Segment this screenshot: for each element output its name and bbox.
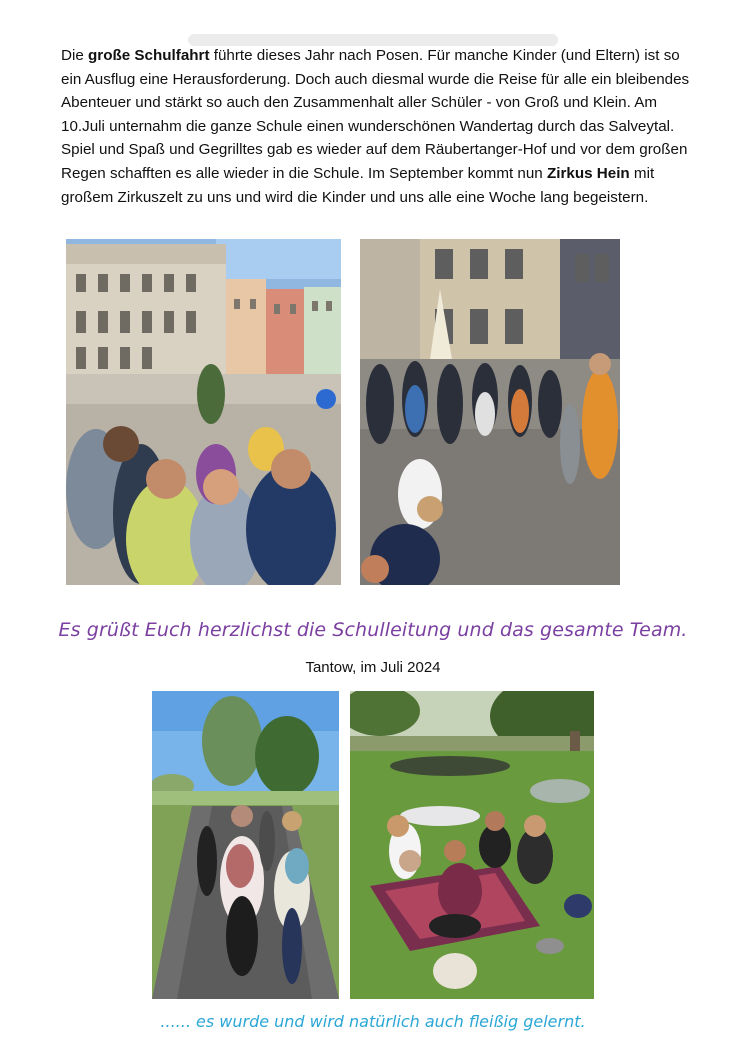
place-date: Tantow, im Juli 2024 bbox=[305, 659, 441, 676]
photo-group-with-guide bbox=[360, 239, 620, 585]
intro-paragraph bbox=[61, 44, 697, 209]
photo-picnic-on-grass bbox=[350, 691, 594, 999]
photo-hiking-path bbox=[152, 691, 339, 999]
intro-text-1: Die bbox=[61, 47, 89, 64]
intro-bold-schulfahrt: große Schulfahrt bbox=[88, 47, 210, 64]
footer-text: ...... es wurde und wird natürlich auch fleißig gelernt. bbox=[160, 1012, 586, 1031]
greeting-text: Es grüßt Euch herzlichst die Schulleitung und das gesamte Team. bbox=[58, 619, 688, 641]
intro-bold-zirkus: Zirkus Hein bbox=[546, 164, 630, 182]
photo-old-town-square bbox=[66, 239, 341, 585]
intro-text-3: mit großem Zirkuszelt zu uns und wird die Kinder und uns alle eine Woche lang begeistern. bbox=[61, 164, 655, 206]
intro-text-2: führte dieses Jahr nach Posen. Für manche Kinder (und Eltern) ist so ein Ausflug eine Herausforderung. Doch auch diesmal wurde die Reise für alle ein bleibendes Abenteuer und stärkt so auch den Zusammenhalt aller Schüler - von Groß und Klein. Am 10.Juli unternahm die ganze Schule einen wunderschönen Wandertag durch das Salveytal. Spiel und Spaß und Gegrilltes gab es wieder auf dem Räubertanger-Hof und vor dem großen Regen schafften es alle wieder in die Schule. Im September kommt nun bbox=[61, 47, 690, 182]
